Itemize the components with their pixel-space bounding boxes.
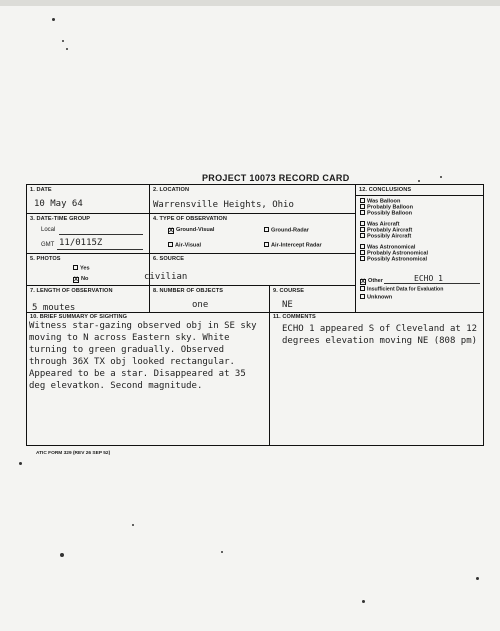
date-time-group-label: 3. DATE-TIME GROUP [30,216,91,222]
objects-cell [149,285,269,312]
conclusion-checkbox [360,210,365,215]
observation-type-cell [149,213,355,253]
conclusion-insufficient-label: Insufficient Data for Evaluation [367,286,444,293]
scan-speck [221,551,223,553]
location-value: Warrensville Heights, Ohio [153,200,294,210]
course-cell [269,285,355,312]
date-label: 1. DATE [30,187,52,193]
photos-no-checkbox: X [74,276,79,283]
conclusion-item-label: Possibly Astronomical [367,256,428,263]
course-label: 9. COURSE [273,288,305,294]
ground-radar-option [264,227,309,234]
scan-edge [0,0,500,6]
course-value: NE [282,300,293,310]
ground-visual-checkbox: X [169,227,174,234]
photos-no-label: No [81,276,89,282]
conclusion-other-underline [384,283,480,284]
conclusion-item-label: Possibly Balloon [367,210,413,217]
scan-speck [62,40,64,42]
conclusion-other-checkbox: X [361,278,366,285]
conclusion-checkbox [360,250,365,255]
conclusion-checkbox [360,198,365,203]
conclusions-label: 12. CONCLUSIONS [359,187,412,193]
gmt-label: GMT [41,242,55,248]
conclusion-checkbox [360,221,365,226]
scan-speck [476,577,479,580]
summary-text: Witness star-gazing observed obj in SE sky moving to N across Eastern sky. White turning to green gradually. Observed through 36X TX obj looked rectangular. Appeared to be a star. Disappeared at 35 deg elevatkon. Second magnitude. [29,321,257,391]
summary-label: 10. BRIEF SUMMARY OF SIGHTING [30,314,128,320]
scan-speck [418,180,420,182]
ground-radar-checkbox [264,227,269,232]
comments-label: 11. COMMENTS [273,314,316,320]
page-title: PROJECT 10073 RECORD CARD [202,173,350,183]
conclusion-item-label: Probably Balloon [367,204,413,211]
conclusion-unknown-label: Unknown [367,294,393,301]
photos-yes-label: Yes [80,265,90,272]
conclusion-checkbox [360,256,365,261]
conclusion-item-label: Was Astronomical [367,244,416,251]
conclusion-item-label: Was Balloon [367,198,401,205]
objects-value: one [192,300,209,310]
objects-label: 8. NUMBER OF OBJECTS [153,288,224,294]
conclusion-item-label: Probably Aircraft [367,227,413,234]
conclusion-unknown [360,294,392,301]
conclusions-cell [355,185,483,312]
air-visual-option [168,242,201,249]
conclusion-insufficient-checkbox [360,286,365,291]
record-card [26,184,484,446]
scan-speck [60,553,64,557]
scan-speck [132,524,134,526]
photos-no-option [73,276,88,283]
source-cell [144,253,355,285]
length-cell [27,285,149,312]
gmt-value: 11/0115Z [59,238,103,248]
conclusion-item [360,210,412,217]
summary-cell [27,312,269,445]
conclusion-checkbox [360,233,365,238]
date-value: 10 May 64 [34,199,83,209]
date-cell [27,185,149,213]
scan-speck [66,48,68,50]
gmt-underline [57,249,143,250]
conclusion-other [360,278,383,285]
conclusion-other-value: ECHO 1 [414,274,443,283]
conclusion-unknown-checkbox [360,294,365,299]
source-value: civilian [144,272,188,282]
photos-yes-option [73,265,90,272]
air-visual-checkbox [168,242,173,247]
local-underline [59,234,143,235]
conclusions-separator [356,195,484,196]
photos-cell [27,253,149,285]
conclusion-checkbox [360,244,365,249]
photos-label: 5. PHOTOS [30,256,61,262]
form-footer: ATIC FORM 329 (REV 26 SEP 52) [36,451,111,456]
conclusion-checkbox [360,227,365,232]
local-label: Local [41,227,56,233]
photos-yes-checkbox [73,265,78,270]
location-label: 2. LOCATION [153,187,190,193]
scan-speck [52,18,55,21]
conclusion-item [360,256,427,263]
comments-cell [269,312,483,445]
location-cell [149,185,355,213]
ground-visual-option [168,227,214,234]
scan-speck [440,176,442,178]
ground-radar-label: Ground-Radar [271,227,309,234]
date-time-group-cell [27,213,149,253]
scan-speck [362,600,365,603]
conclusion-other-label: Other [368,278,383,284]
air-visual-label: Air-Visual [175,242,202,249]
conclusion-item-label: Probably Astronomical [367,250,429,257]
ground-visual-label: Ground-Visual [176,227,215,233]
length-label: 7. LENGTH OF OBSERVATION [30,288,113,294]
air-intercept-radar-option [264,242,322,249]
comments-text: ECHO 1 appeared S of Cleveland at 12 degrees elevation moving NE (808 pm) [282,324,478,346]
conclusion-insufficient [360,286,443,293]
air-intercept-radar-checkbox [264,242,269,247]
source-label: 6. SOURCE [153,256,185,262]
scan-speck [19,462,22,465]
conclusion-item-label: Was Aircraft [367,221,400,228]
conclusion-item-label: Possibly Aircraft [367,233,412,240]
conclusion-item [360,233,411,240]
air-intercept-radar-label: Air-Intercept Radar [271,242,322,249]
conclusion-checkbox [360,204,365,209]
observation-type-label: 4. TYPE OF OBSERVATION [153,216,227,222]
length-value: 5 moutes [32,303,76,313]
